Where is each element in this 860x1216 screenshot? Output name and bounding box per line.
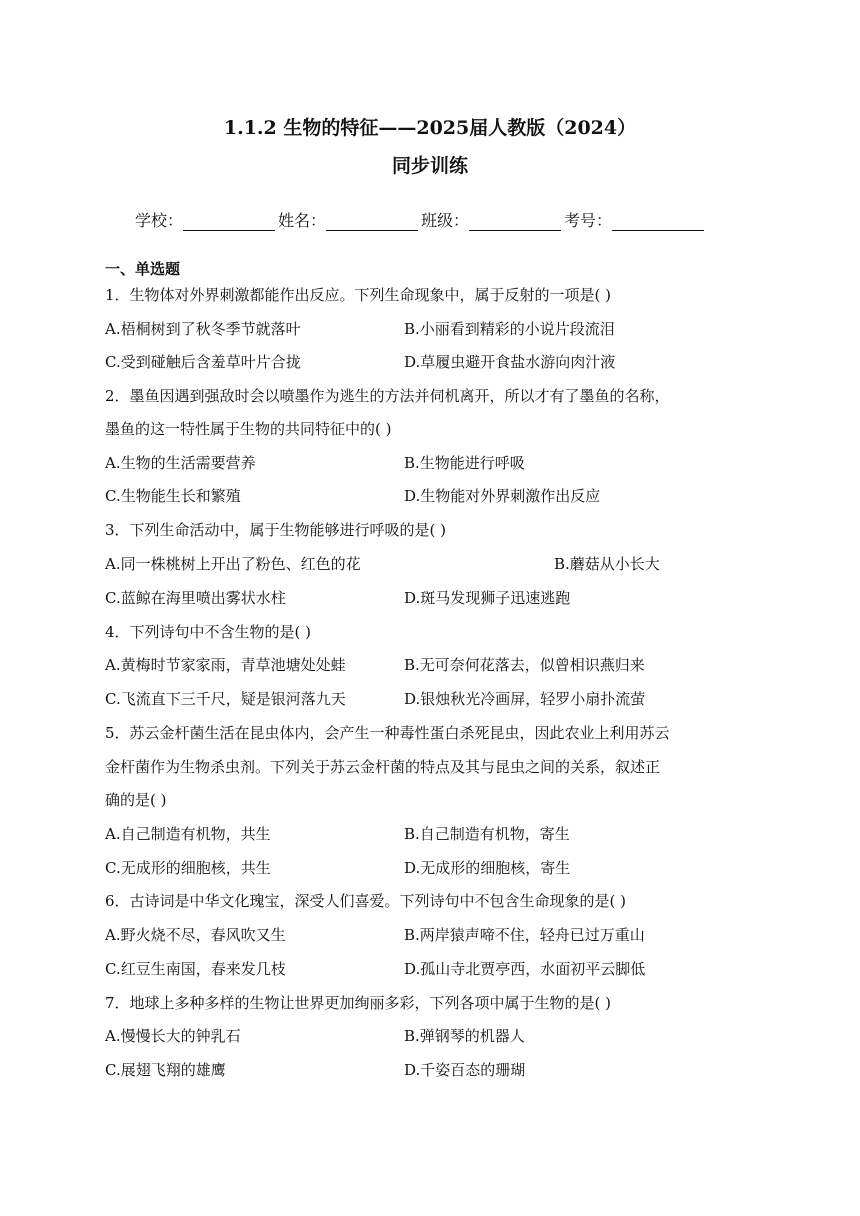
question-7-option-c[interactable]: C.展翅飞翔的雄鹰 [105,1061,226,1079]
class-blank[interactable] [469,212,561,231]
question-5-option-c[interactable]: C.无成形的细胞核，共生 [105,859,271,877]
question-5-option-a[interactable]: A.自己制造有机物，共生 [105,825,271,843]
question-7-option-d[interactable]: D.千姿百态的珊瑚 [404,1061,526,1079]
section-title: 一、单选题 [105,260,181,278]
question-2-option-a[interactable]: A.生物的生活需要营养 [105,454,256,472]
question-1-option-c[interactable]: C.受到碰触后含羞草叶片合拢 [105,353,301,371]
question-5-stem-line-1: 5．苏云金杆菌生活在昆虫体内，会产生一种毒性蛋白杀死昆虫，因此农业上利用苏云 [105,724,670,742]
question-4-option-c[interactable]: C.飞流直下三千尺，疑是银河落九天 [105,690,346,708]
class-label: 班级： [421,211,470,230]
question-4-option-b[interactable]: B.无可奈何花落去，似曾相识燕归来 [404,656,645,674]
question-6-option-a[interactable]: A.野火烧不尽，春风吹又生 [105,926,286,944]
question-3-option-d[interactable]: D.斑马发现狮子迅速逃跑 [404,589,571,607]
question-5-stem-line-2: 金杆菌作为生物杀虫剂。下列关于苏云金杆菌的特点及其与昆虫之间的关系，叙述正 [105,758,661,776]
question-5-stem-line-3: 确的是( ) [105,791,167,809]
school-blank[interactable] [183,212,275,231]
question-1-option-a[interactable]: A.梧桐树到了秋冬季节就落叶 [105,320,301,338]
question-3-option-b[interactable]: B.蘑菇从小长大 [554,555,660,573]
question-6-option-c[interactable]: C.红豆生南国，春来发几枝 [105,960,286,978]
question-2-stem-line-2: 墨鱼的这一特性属于生物的共同特征中的( ) [105,420,392,438]
question-5-option-b[interactable]: B.自己制造有机物，寄生 [404,825,570,843]
question-1-option-b[interactable]: B.小丽看到精彩的小说片段流泪 [404,320,615,338]
question-7-stem: 7．地球上多种多样的生物让世界更加绚丽多彩，下列各项中属于生物的是( ) [105,994,612,1012]
question-4-stem: 4．下列诗句中不含生物的是( ) [105,623,312,641]
school-label: 学校： [135,211,184,230]
question-2-stem-line-1: 2．墨鱼因遇到强敌时会以喷墨作为逃生的方法并伺机离开，所以才有了墨鱼的名称， [105,387,670,405]
exam-number-label: 考号： [564,211,613,230]
question-2-option-b[interactable]: B.生物能进行呼吸 [404,454,525,472]
question-7-option-b[interactable]: B.弹钢琴的机器人 [404,1027,525,1045]
question-4-option-a[interactable]: A.黄梅时节家家雨，青草池塘处处蛙 [105,656,346,674]
question-6-option-d[interactable]: D.孤山寺北贾亭西，水面初平云脚低 [404,960,646,978]
question-3-option-a[interactable]: A.同一株桃树上开出了粉色、红色的花 [105,555,361,573]
question-5-option-d[interactable]: D.无成形的细胞核，寄生 [404,859,571,877]
question-3-option-c[interactable]: C.蓝鲸在海里喷出雾状水柱 [105,589,286,607]
question-1-stem: 1．生物体对外界刺激都能作出反应。下列生命现象中，属于反射的一项是( ) [105,286,612,304]
question-1-option-d[interactable]: D.草履虫避开食盐水游向肉汁液 [404,353,616,371]
student-info-row [135,208,707,231]
question-6-stem: 6．古诗词是中华文化瑰宝，深受人们喜爱。下列诗句中不包含生命现象的是( ) [105,892,627,910]
question-2-option-c[interactable]: C.生物能生长和繁殖 [105,487,241,505]
question-4-option-d[interactable]: D.银烛秋光冷画屏，轻罗小扇扑流萤 [404,690,646,708]
question-6-option-b[interactable]: B.两岸猿声啼不住，轻舟已过万重山 [404,926,645,944]
question-7-option-a[interactable]: A.慢慢长大的钟乳石 [105,1027,241,1045]
document-subtitle: 同步训练 [391,155,468,177]
question-3-stem: 3．下列生命活动中，属于生物能够进行呼吸的是( ) [105,521,447,539]
name-blank[interactable] [326,212,418,231]
exam-number-blank[interactable] [612,212,704,231]
document-title: 1.1.2 生物的特征——2025届人教版（2024） [223,117,637,139]
question-2-option-d[interactable]: D.生物能对外界刺激作出反应 [404,487,601,505]
name-label: 姓名： [278,211,327,230]
